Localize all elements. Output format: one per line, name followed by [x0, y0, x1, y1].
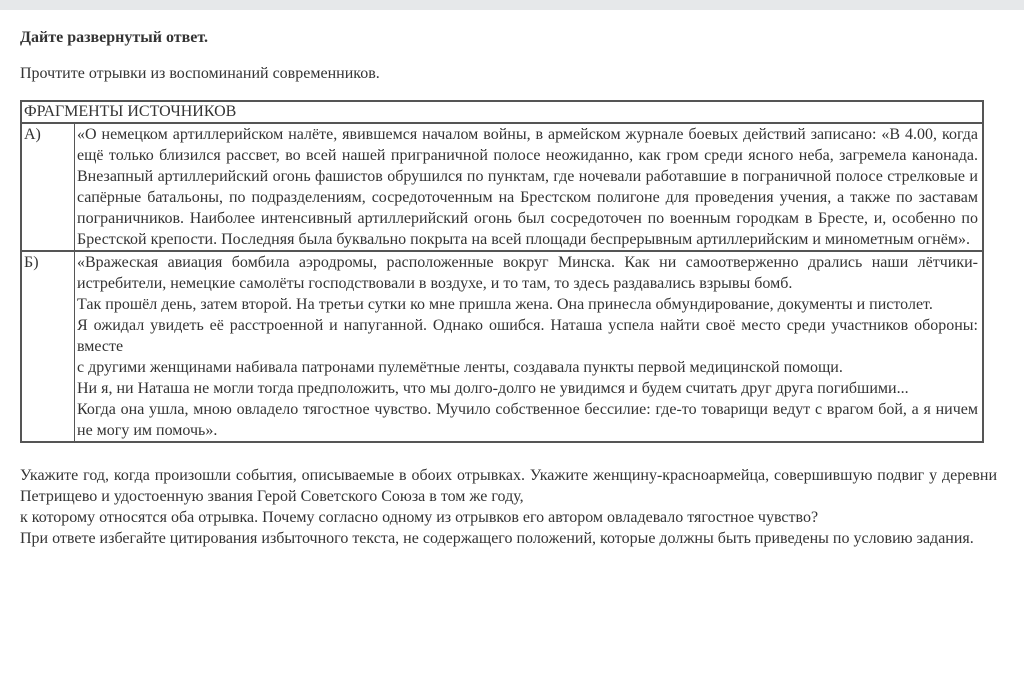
source-text-a: [75, 123, 984, 251]
task-question-line-1: Укажите год, когда произошли события, описываемые в обоих отрывках. Укажите женщину-красноармейца, совершившую подвиг у деревни Петрищево и удостоенную звания Герой Советского Союза в том же году,: [20, 467, 997, 505]
source-letter-a: А): [21, 123, 75, 251]
source-text-b: [75, 251, 984, 442]
source-b-paragraph-2: Так прошёл день, затем второй. На третьи сутки ко мне пришла жена. Она принесла обмундирование, документы и пистолет.: [77, 296, 933, 313]
source-row-a: [21, 123, 983, 251]
sources-table: [20, 100, 984, 443]
task-intro: Прочтите отрывки из воспоминаний современников.: [20, 65, 380, 82]
source-row-b: [21, 251, 983, 442]
task-content: [20, 27, 997, 549]
sources-caption-row: [21, 101, 983, 123]
top-bar: [0, 0, 1024, 10]
sources-caption: ФРАГМЕНТЫ ИСТОЧНИКОВ: [21, 101, 983, 123]
source-b-paragraph-4: с другими женщинами набивала патронами пулемётные ленты, создавала пункты первой медицинской помощи.: [77, 359, 843, 376]
source-b-paragraph-3: Я ожидал увидеть её расстроенной и напуганной. Однако ошибся. Наташа успела найти своё место среди участников обороны: вместе: [77, 317, 978, 355]
source-b-paragraph-5: Ни я, ни Наташа не могли тогда предположить, что мы долго-долго не увидимся и будем считать друг друга погибшими...: [77, 380, 909, 397]
source-a-paragraph: «О немецком артиллерийском налёте, явившемся началом войны, в армейском журнале боевых действий записано: «В 4.00, когда ещё только близился рассвет, во всей нашей приграничной полосе неожиданно, как гром среди ясного неба, загремела канонада. Внезапный артиллерийский огонь фашистов обрушился по пунктам, где ночевали работавшие в пограничной полосе стрелковые и сапёрные батальоны, по подразделениям, сосредоточенным на Брестском полигоне для проведения учения, а также по заставам пограничников. Наиболее интенсивный артиллерийский огонь был сосредоточен по военным городкам в Бресте, и, особенно по Брестской крепости. Последняя была буквально покрыта на всей площади беспрерывным артиллерийским и минометным огнём».: [77, 126, 978, 248]
task-question-line-2: к которому относятся оба отрывка. Почему согласно одному из отрывков его автором овладевало тягостное чувство?: [20, 509, 819, 526]
task-heading: Дайте развернутый ответ.: [20, 29, 208, 46]
task-question: [20, 465, 997, 549]
source-b-paragraph-6: Когда она ушла, мною овладело тягостное чувство. Мучило собственное бессилие: где-то товарищи ведут с врагом бой, а я ничем не могу им помочь».: [77, 401, 978, 439]
source-b-paragraph-1: «Вражеская авиация бомбила аэродромы, расположенные вокруг Минска. Как ни самоотверженно дрались наши лётчики-истребители, немецкие самолёты господствовали в воздухе, и то там, то здесь раздавались взрывы бомб.: [77, 254, 978, 292]
source-letter-b: Б): [21, 251, 75, 442]
task-instruction: При ответе избегайте цитирования избыточного текста, не содержащего положений, которые должны быть приведены по условию задания.: [20, 530, 974, 547]
